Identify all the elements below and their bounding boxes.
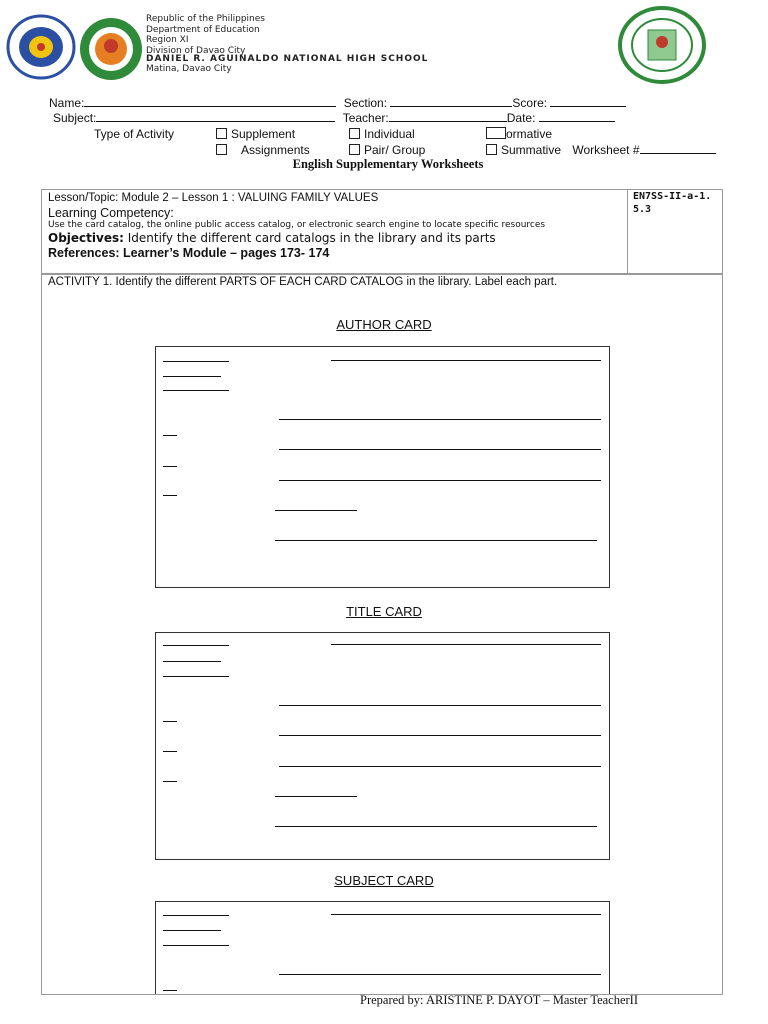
code-divider [627,189,628,273]
individual-label: Individual [364,127,415,141]
author-card [155,346,610,588]
formative-option[interactable] [486,127,552,141]
author-card-blank[interactable] [279,449,601,450]
subject-card-blank[interactable] [163,945,229,946]
assignments-label: Assignments [241,143,310,157]
author-card-blank[interactable] [275,540,597,541]
subject-card-blank[interactable] [279,974,601,975]
title-card-blank[interactable] [279,766,601,767]
summative-label: Summative [501,143,562,157]
title-card-blank[interactable] [279,705,601,706]
author-card-blank[interactable] [163,390,229,391]
pair-group-checkbox[interactable] [349,144,360,155]
worksheet-title: English Supplementary Worksheets [292,157,484,171]
subject-card-blank[interactable] [163,990,177,991]
subject-card-blank[interactable] [163,915,229,916]
deped-seal [6,14,76,80]
subject-card-blank[interactable] [331,914,601,915]
section-field[interactable] [390,96,512,107]
date-label: Date: [506,111,536,125]
section-label: Section: [343,96,388,110]
header-division: Division of Davao City [146,46,246,56]
competency-code: EN7SS-II-a-1.5.3 [633,191,712,215]
header-republic: Republic of the Philippines [146,14,265,24]
title-card-blank[interactable] [163,645,229,646]
title-card-blank[interactable] [163,781,177,782]
header-region: Region XI [146,35,189,45]
name-field[interactable] [84,96,336,107]
header-address: Matina, Davao City [146,64,232,74]
worksheet-field[interactable] [640,143,716,154]
supplement-label: Supplement [231,127,296,141]
score-label: Score: [512,96,548,110]
formative-checkbox[interactable] [486,127,506,139]
supplement-checkbox[interactable] [216,128,227,139]
individual-checkbox[interactable] [349,128,360,139]
lesson-divider [41,273,722,275]
objectives [48,231,496,245]
author-card-blank[interactable] [163,361,229,362]
title-card-blank[interactable] [331,644,601,645]
teacher-field[interactable] [389,111,507,122]
activity-instructions: ACTIVITY 1. Identify the different PARTS OF EACH CARD CATALOG in the library. Label each part. [48,276,558,288]
pair-group-label: Pair/ Group [364,143,426,157]
school-seal [618,6,706,84]
name-label: Name: [49,96,85,110]
title-card-blank[interactable] [275,826,597,827]
title-card-blank[interactable] [279,735,601,736]
teacher-label: Teacher: [342,111,389,125]
author-card-blank[interactable] [279,419,601,420]
title-card-blank[interactable] [275,796,357,797]
learning-competency-text: Use the card catalog, the online public access catalog, or electronic search engine to locate specific resources [48,220,546,230]
author-card-title: AUTHOR CARD [336,317,432,332]
author-card-blank[interactable] [163,495,177,496]
subject-row [53,111,615,125]
header-school-name: DANIEL R. AGUINALDO NATIONAL HIGH SCHOOL [146,54,429,64]
lesson-topic: Lesson/Topic: Module 2 – Lesson 1 : VALUING FAMILY VALUES [48,192,379,204]
summative-option[interactable] [486,143,716,157]
prepared-by-footer: Prepared by: ARISTINE P. DAYOT – Master TeacherII [360,993,639,1007]
references: References: Learner’s Module – pages 173- 174 [48,246,330,260]
individual-option[interactable] [349,127,415,141]
author-card-blank[interactable] [163,376,221,377]
name-row [49,96,626,110]
title-card-blank[interactable] [163,676,229,677]
author-card-blank[interactable] [279,480,601,481]
supplement-option[interactable] [216,127,295,141]
date-field[interactable] [539,111,615,122]
subject-card-blank[interactable] [163,930,221,931]
assignments-option[interactable] [216,143,310,157]
assignments-checkbox[interactable] [216,144,227,155]
title-card-blank[interactable] [163,721,177,722]
objectives-label: Objectives: [48,231,124,245]
subject-label: Subject: [53,111,97,125]
subject-field[interactable] [96,111,335,122]
header-department: Department of Education [146,25,260,35]
learning-competency-label: Learning Competency: [48,206,174,220]
type-of-activity-label: Type of Activity [94,127,175,141]
author-card-blank[interactable] [331,360,601,361]
author-card-blank[interactable] [163,435,177,436]
title-card-blank[interactable] [163,751,177,752]
worksheet-label: Worksheet # [572,143,640,157]
title-card-blank[interactable] [163,661,221,662]
formative-label: ormative [506,127,553,141]
author-card-blank[interactable] [163,466,177,467]
score-field[interactable] [550,96,626,107]
davao-city-division-seal [78,16,144,82]
subject-card-title: SUBJECT CARD [334,873,434,888]
objectives-text: Identify the different card catalogs in the library and its parts [123,231,496,245]
pair-group-option[interactable] [349,143,425,157]
summative-checkbox[interactable] [486,144,497,155]
author-card-blank[interactable] [275,510,357,511]
title-card-title: TITLE CARD [346,604,422,619]
